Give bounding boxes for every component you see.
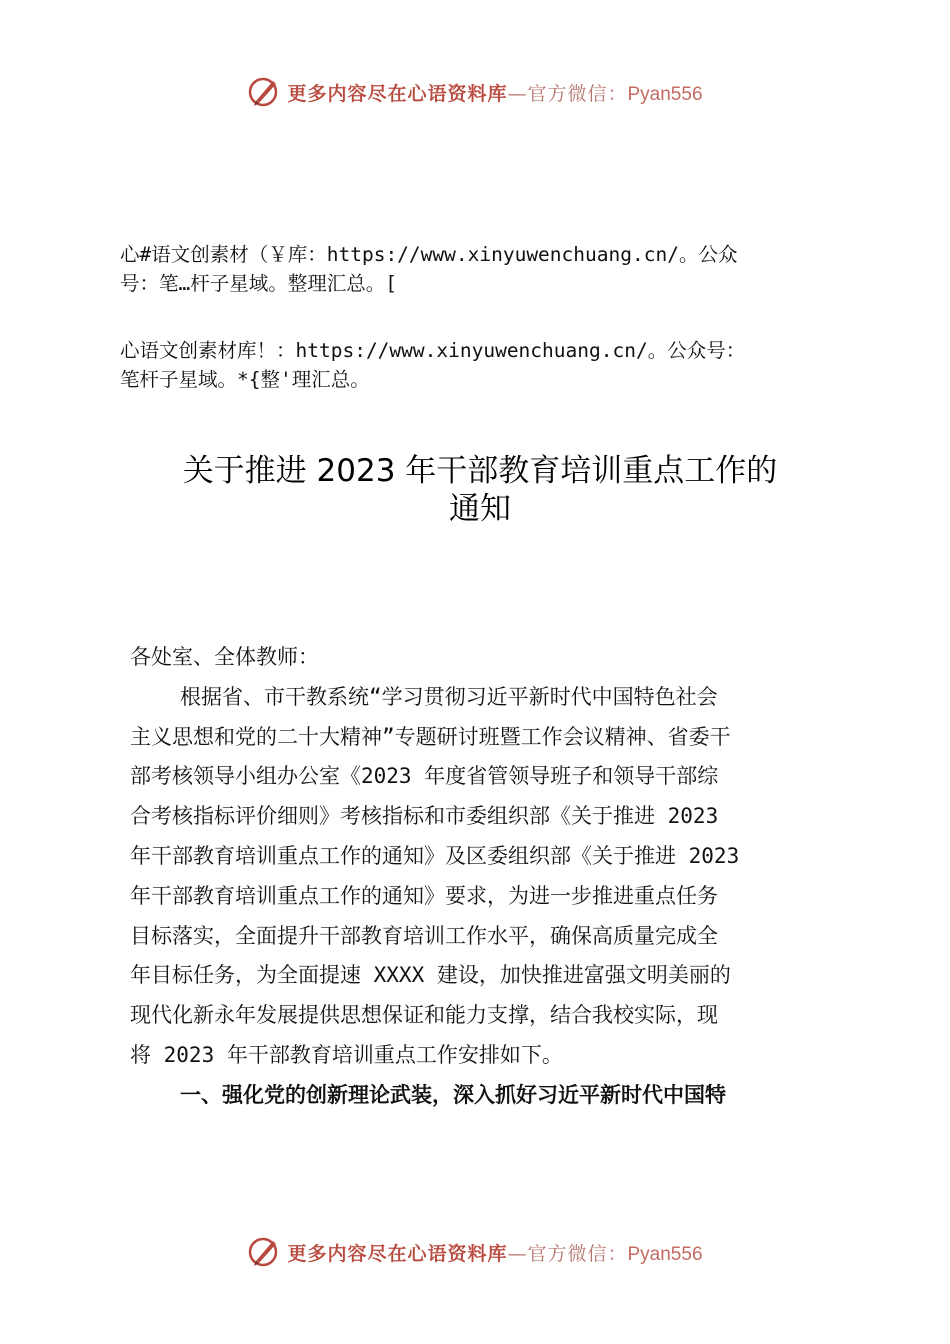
paragraph-line: 年目标任务，为全面提速 XXXX 建设，加快推进富强文明美丽的 [130, 963, 731, 988]
paragraph-line: 将 2023 年干部教育培训重点工作安排如下。 [130, 1042, 563, 1067]
paragraph-line: 主义思想和党的二十大精神”专题研讨班暨工作会议精神、省委干 [130, 724, 731, 749]
document-body [130, 638, 850, 1116]
section-heading: 一、强化党的创新理论武装，深入抓好习近平新时代中国特 [180, 1082, 726, 1107]
pen-logo-icon [247, 75, 281, 109]
watermark-header [0, 72, 950, 112]
salutation: 各处室、全体教师： [130, 645, 319, 669]
paragraph-line: 合考核指标评价细则》考核指标和市委组织部《关于推进 2023 [130, 804, 719, 829]
paragraph-line: 部考核领导小组办公室《2023 年度省管领导班子和领导干部综 [130, 764, 719, 789]
note-line: 号：笔…杆子星域。整理汇总。[ [120, 272, 397, 295]
pen-logo-icon [247, 1235, 281, 1269]
watermark-footer [0, 1232, 950, 1272]
paragraph-line: 年干部教育培训重点工作的通知》及区委组织部《关于推进 2023 [130, 843, 740, 868]
document-title [120, 452, 840, 528]
note-line: 心语文创素材库！：https://www.xinyuwenchuang.cn/。公众号： [120, 339, 746, 362]
paragraph-line: 现代化新永年发展提供思想保证和能力支撑，结合我校实际，现 [130, 1003, 718, 1028]
watermark-text: 更多内容尽在心语资料库—官方微信：Pyan556 [287, 82, 703, 105]
paragraph-line: 年干部教育培训重点工作的通知》要求，为进一步推进重点任务 [130, 883, 718, 908]
title-line-2: 通知 [449, 491, 511, 527]
source-note-2 [120, 336, 850, 394]
watermark-text: 更多内容尽在心语资料库—官方微信：Pyan556 [287, 1242, 703, 1265]
paragraph-line: 根据省、市干教系统“学习贯彻习近平新时代中国特色社会 [180, 684, 718, 709]
title-line-1: 关于推进 2023 年干部教育培训重点工作的 [182, 453, 778, 489]
note-line: 心#语文创素材（￥库：https://www.xinyuwenchuang.cn/。公众 [120, 243, 738, 266]
note-line: 笔杆子星域。*{整'理汇总。 [120, 368, 370, 391]
body-paragraph [130, 678, 850, 1076]
paragraph-line: 目标落实，全面提升干部教育培训工作水平，确保高质量完成全 [130, 923, 718, 948]
source-note-1 [120, 240, 850, 298]
